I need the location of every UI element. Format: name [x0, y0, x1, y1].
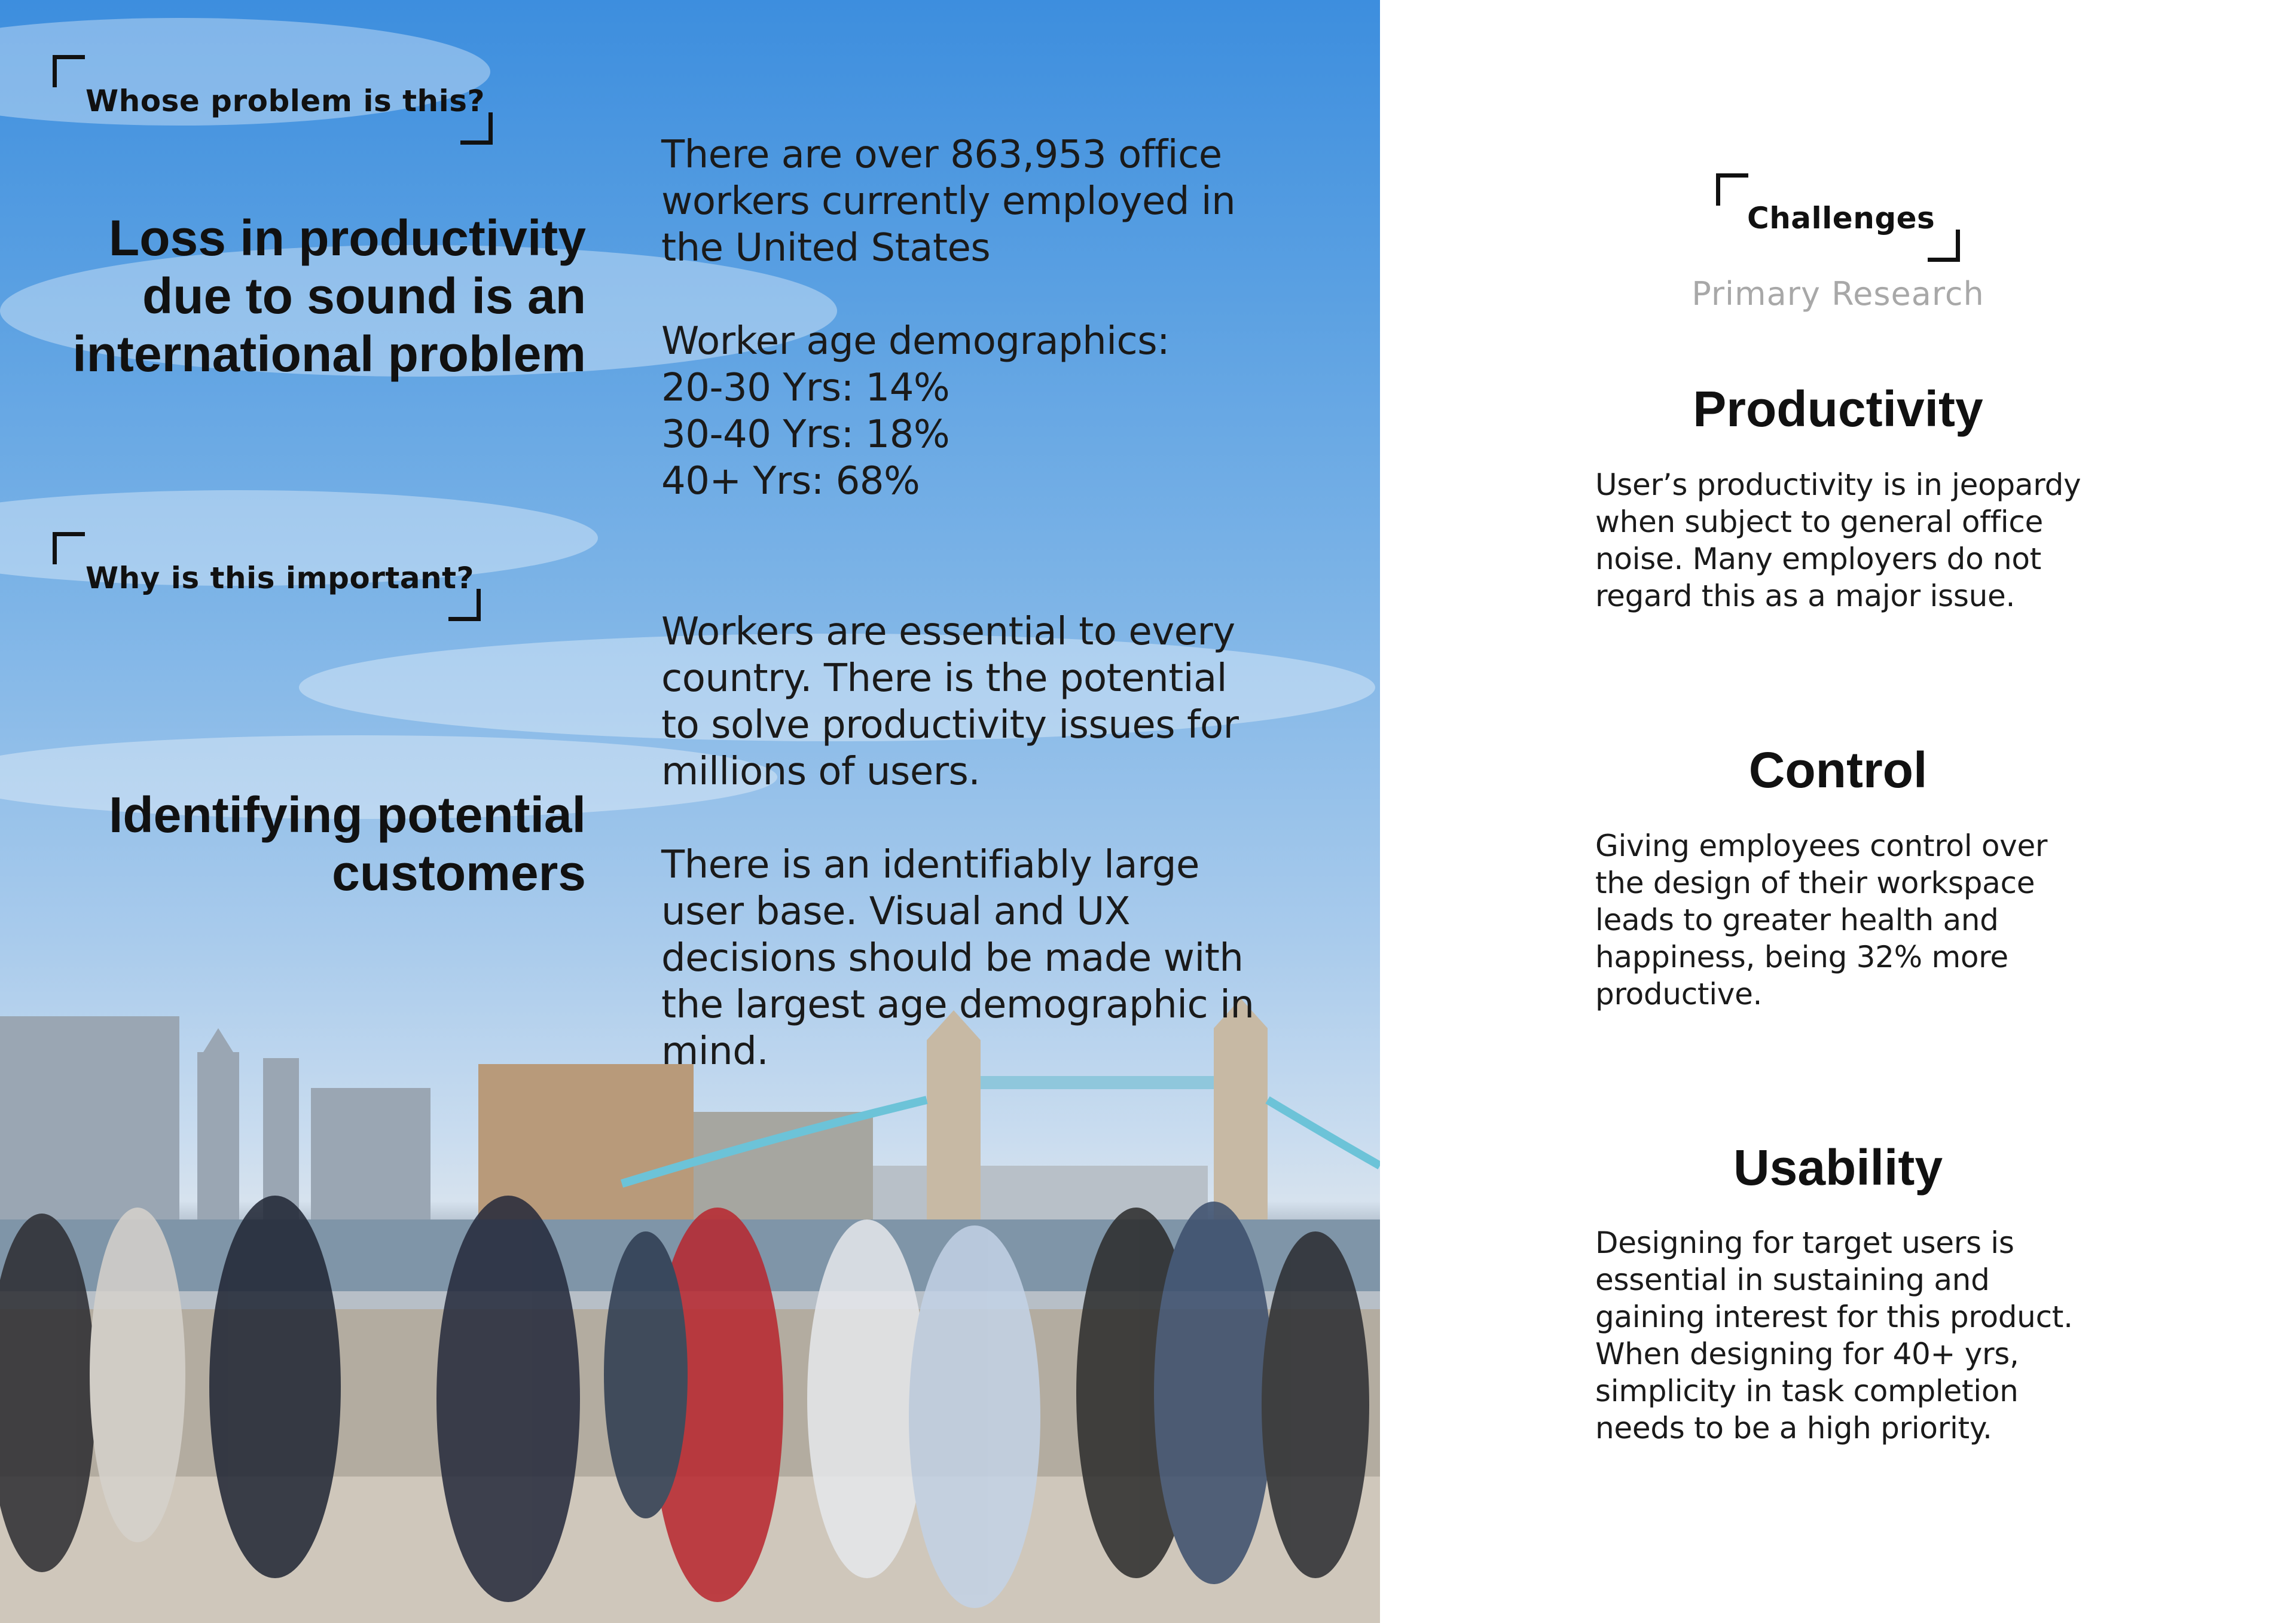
productivity-description	[1595, 466, 2081, 615]
body-line: Workers are essential to every	[661, 610, 1235, 654]
body-line: Designing for target users is	[1595, 1225, 2014, 1260]
importance-copy	[661, 609, 1254, 1075]
office-workers-stats	[661, 132, 1235, 505]
tag-why-important: Why is this important?	[86, 561, 475, 595]
body-line: There is an identifiably large	[661, 843, 1199, 887]
headline-identifying-customers	[109, 786, 586, 902]
demographic-row: 40+ Yrs: 68%	[661, 459, 920, 503]
body-line: the design of their workspace	[1595, 866, 2035, 900]
body-line: to solve productivity issues for	[661, 703, 1239, 747]
body-line: country. There is the potential	[661, 656, 1227, 701]
body-line: simplicity in task completion	[1595, 1374, 2019, 1408]
body-line: the largest age demographic in	[661, 983, 1254, 1027]
body-line: millions of users.	[661, 750, 981, 794]
bracket-bottom-right	[1928, 230, 1960, 262]
body-line: user base. Visual and UX	[661, 890, 1131, 934]
body-line: gaining interest for this product.	[1595, 1300, 2073, 1334]
heading-productivity: Productivity	[1693, 381, 1983, 437]
headline-line: due to sound is an	[142, 268, 586, 324]
demographic-row: 20-30 Yrs: 14%	[661, 366, 950, 410]
demographics-heading: Worker age demographics:	[661, 319, 1170, 363]
usability-description	[1595, 1224, 2073, 1447]
challenges-column	[1380, 0, 2296, 1623]
body-line: User’s productivity is in jeopardy	[1595, 467, 2081, 502]
subtitle-primary-research: Primary Research	[1692, 275, 1984, 313]
body-line: regard this as a major issue.	[1595, 579, 2016, 613]
control-description	[1595, 827, 2047, 1013]
body-line: essential in sustaining and	[1595, 1263, 1990, 1297]
demographic-row: 30-40 Yrs: 18%	[661, 412, 950, 457]
tag-challenges: Challenges	[1747, 201, 1935, 236]
bracket-top-left	[53, 532, 85, 564]
body-line: productive.	[1595, 977, 1763, 1011]
headline-line: Identifying potential	[109, 787, 586, 843]
body-line: noise. Many employers do not	[1595, 542, 2041, 576]
body-line: mind.	[661, 1029, 769, 1074]
body-line: leads to greater health and	[1595, 903, 1999, 937]
bracket-bottom-right	[460, 112, 493, 145]
heading-control: Control	[1748, 742, 1928, 798]
headline-loss-in-productivity	[72, 209, 586, 383]
body-line: decisions should be made with	[661, 936, 1244, 980]
body-line: There are over 863,953 office	[661, 133, 1222, 177]
headline-line: Loss in productivity	[108, 210, 586, 266]
heading-usability: Usability	[1733, 1139, 1943, 1196]
body-line: When designing for 40+ yrs,	[1595, 1337, 2019, 1371]
tag-whose-problem: Whose problem is this?	[86, 84, 486, 118]
body-line: when subject to general office	[1595, 505, 2044, 539]
body-line: happiness, being 32% more	[1595, 940, 2008, 974]
headline-line: customers	[332, 845, 586, 901]
bracket-top-left	[1716, 173, 1748, 206]
body-line: workers currently employed in	[661, 179, 1236, 224]
bracket-bottom-right	[448, 589, 481, 621]
body-line: Giving employees control over	[1595, 829, 2048, 863]
body-line: the United States	[661, 226, 991, 270]
body-line: needs to be a high priority.	[1595, 1411, 1992, 1445]
bracket-top-left	[53, 55, 85, 87]
headline-line: international problem	[72, 326, 586, 382]
